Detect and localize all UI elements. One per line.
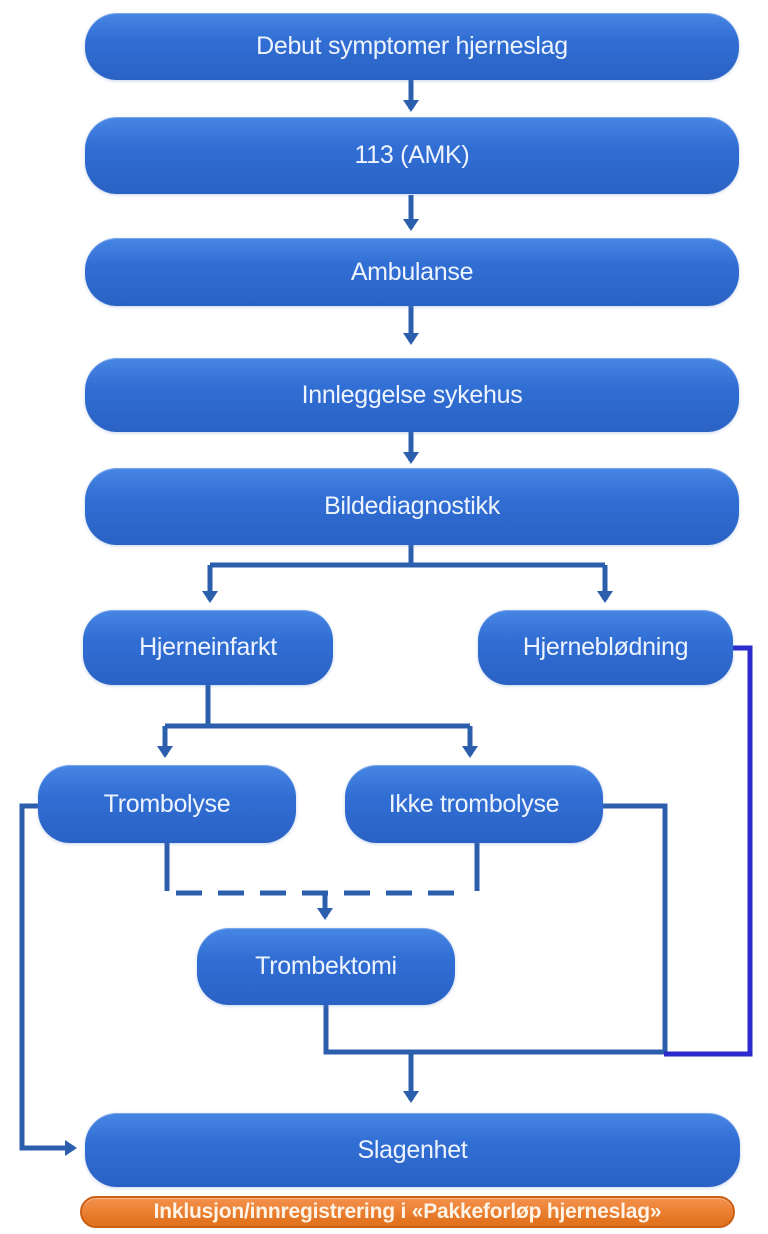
node-bildediagnostikk-label: Bildediagnostikk <box>324 492 500 520</box>
node-113-amk-label: 113 (AMK) <box>354 141 470 169</box>
node-hjerneblodning-label: Hjerneblødning <box>522 633 689 661</box>
node-ambulanse-label: Ambulanse <box>350 257 474 286</box>
banner-pakkeforlop <box>80 1196 735 1228</box>
node-debut-symptomer-label: Debut symptomer hjerneslag <box>256 32 568 60</box>
node-hjerneblodning <box>478 610 733 685</box>
node-trombolyse <box>38 765 296 843</box>
node-bildediagnostikk <box>85 468 739 545</box>
node-113-amk <box>85 117 739 194</box>
edge-blodning-to-slagenhet <box>664 648 750 1054</box>
edge-trombolyse-to-slagenhet-loop <box>22 806 74 1148</box>
node-hjerneinfarkt-label: Hjerneinfarkt <box>139 633 277 661</box>
node-ikke-trombolyse-label: Ikke trombolyse <box>388 789 560 818</box>
node-debut-symptomer <box>85 13 739 80</box>
node-trombolyse-label: Trombolyse <box>103 789 231 818</box>
node-innleggelse-sykehus-label: Innleggelse sykehus <box>301 380 523 409</box>
node-trombektomi <box>197 928 455 1005</box>
node-slagenhet <box>85 1113 740 1187</box>
node-trombektomi-label: Trombektomi <box>255 952 397 980</box>
node-innleggelse-sykehus <box>85 358 739 432</box>
node-ikke-trombolyse <box>345 765 603 843</box>
node-ambulanse <box>85 238 739 306</box>
node-slagenhet-label: Slagenhet <box>357 1135 468 1164</box>
edge-ikke-trombolyse-right-loop <box>601 806 665 1052</box>
edge-trombektomi-out <box>326 1005 664 1052</box>
node-hjerneinfarkt <box>83 610 333 685</box>
banner-pakkeforlop-label: Inklusjon/innregistrering i «Pakkeforløp hjerneslag» <box>153 1200 662 1223</box>
